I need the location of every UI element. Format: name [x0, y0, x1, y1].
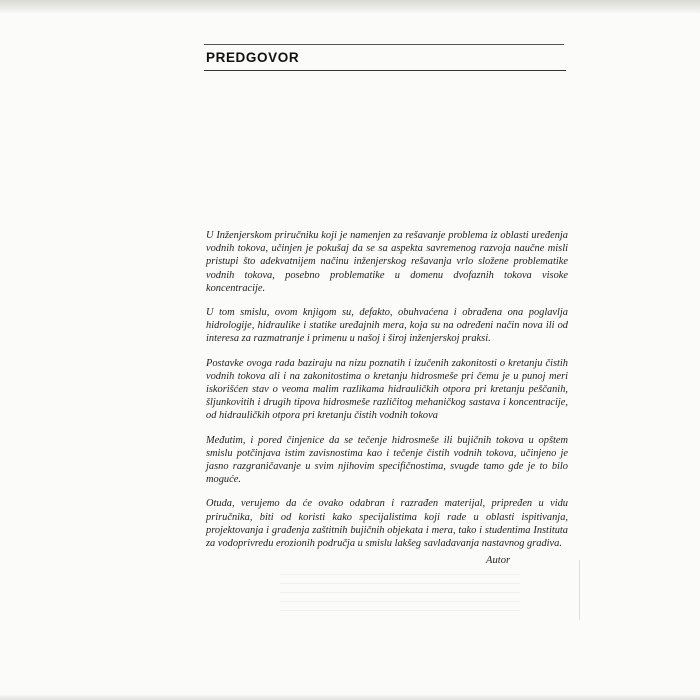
header-rule-top [204, 44, 564, 45]
preface-paragraph-1: U Inženjerskom priručniku koji je namenjen za rešavanje problema iz oblasti uređenja vodnih tokova, učinjen je pokušaj da se sa aspekta savremenog razvoja naučne misli pristupi što adekvatnijem načinu inženjerskog rešavanja vrlo složene problematike vodnih tokova, posebno problematike u domenu dvofaznih tokova visoke koncentracije. [206, 230, 568, 294]
page-heading: PREDGOVOR [206, 50, 300, 65]
scan-bottom-edge [0, 694, 700, 700]
bleed-through-text [280, 574, 520, 614]
preface-paragraph-5: Otuda, verujemo da će ovako odabran i razrađen materijal, pripređen u vidu priručnika, biti od koristi kako specijalistima koji rade u oblasti ispitivanja, projektovanja i građenja zaštitnih bujičnih objekata i mera, tako i studentima Instituta za vodoprivredu erozionih područja u smislu lakšeg savladavanja nastavnog gradiva. [206, 498, 568, 550]
author-signature: Autor [486, 555, 511, 566]
scan-top-edge [0, 0, 700, 14]
preface-paragraph-4: Međutim, i pored činjenice da se tečenje hidrosmeše ili bujičnih tokova u opštem smislu potčinjava istim zavisnostima kao i tečenje čistih vodnih tokova, učinjeno je jasno razgraničavanje u svim njihovim specifičnostima, svugde tamo gde je to bilo moguće. [206, 434, 568, 486]
preface-paragraph-2: U tom smislu, ovom knjigom su, defakto, obuhvaćena i obrađena ona poglavlja hidrologije, hidraulike i statike uređajnih mera, koja su na određeni način nova ili od interesa za razmatranje i primenu u našoj i široj inženjerskoj praksi. [206, 307, 568, 345]
preface-body [206, 229, 568, 561]
margin-mark [579, 560, 580, 620]
preface-paragraph-3: Postavke ovoga rada baziraju na nizu poznatih i izučenih zakonitosti o kretanju čistih vodnih tokova ali i na zakonitostima o kretanju hidrosmeše pri čemu je u punoj meri iskorišćen stav o veoma malim razlikama hidrauličkih otpora pri kretanju peščanih, šljunkovitih i drugih tipova hidrosmeše različitog mehaničkog sastava i koncentracije, od hidrauličkih otpora pri kretanju čistih vodnih tokova [206, 357, 568, 422]
header-rule-bottom [204, 70, 566, 71]
